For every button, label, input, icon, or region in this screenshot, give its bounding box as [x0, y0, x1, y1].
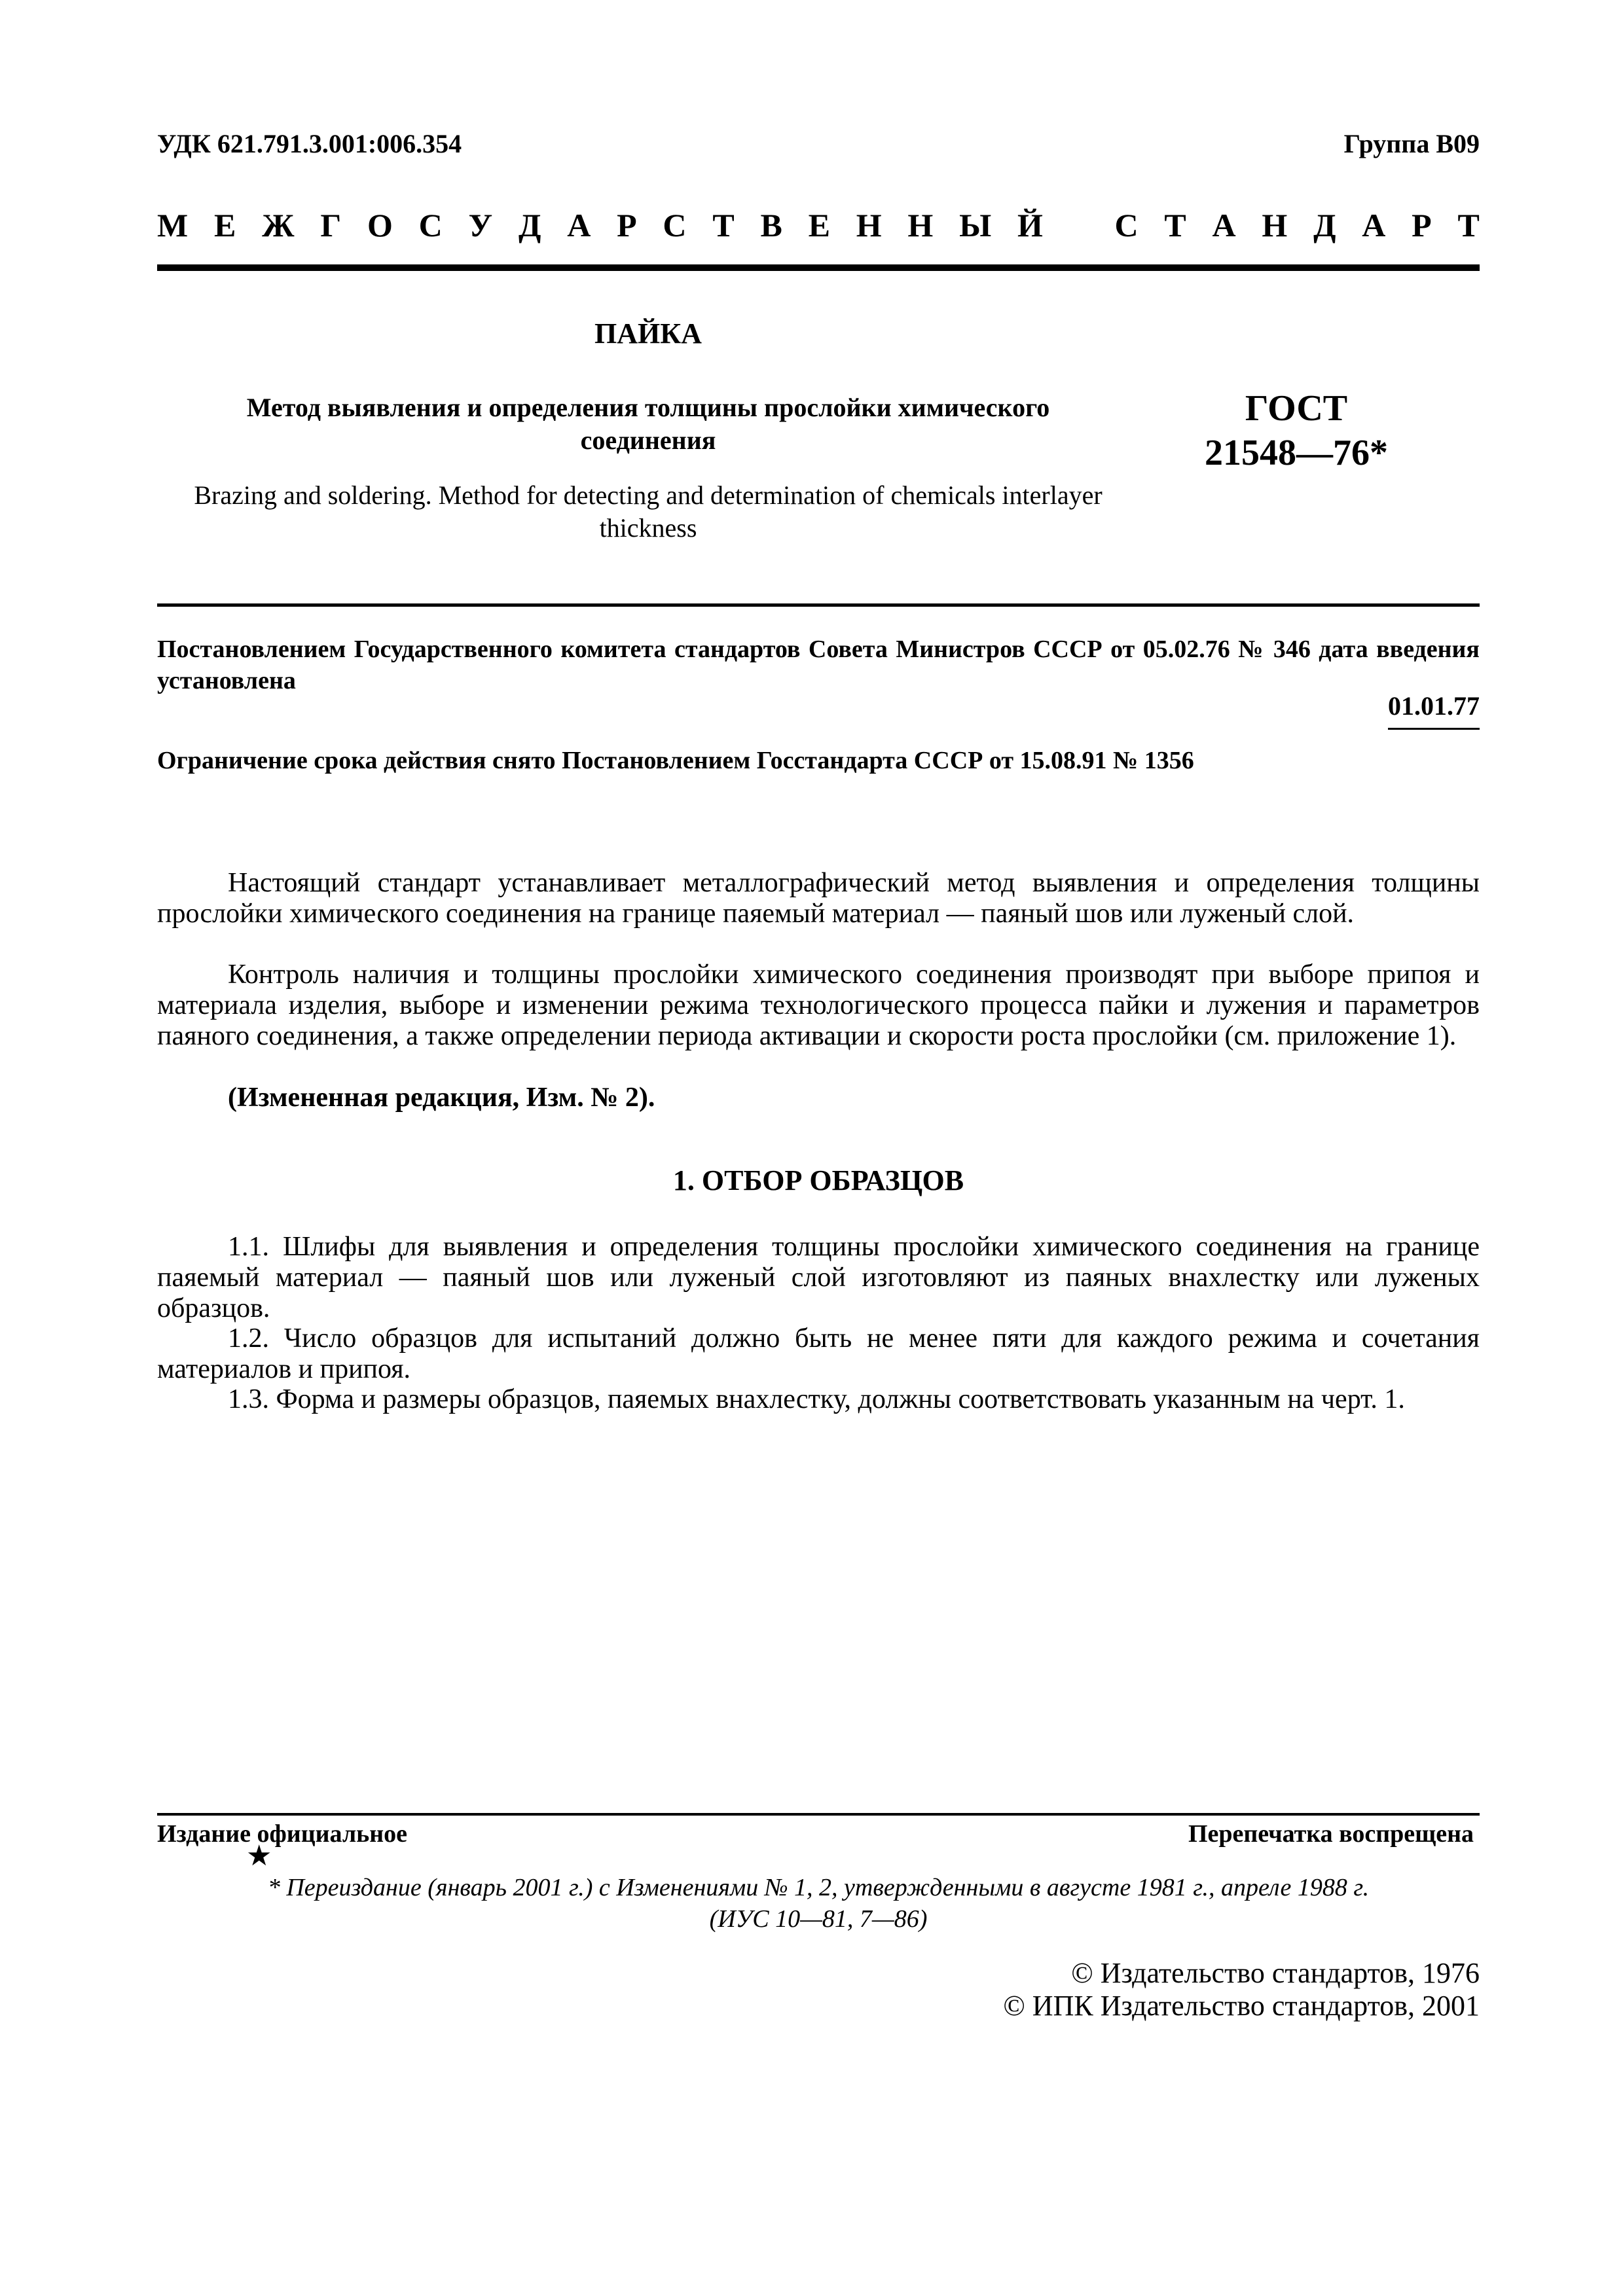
paragraph-control: Контроль наличия и толщины прослойки химического соединения производят при выборе припоя и материала изделия, выборе и изменении режима технологического процесса пайки и лужения и параметров паяного соединения, а также определении периода активации и скорости роста прослойки (см. приложение 1). — [157, 960, 1480, 1051]
copyright-line: © ИПК Издательство стандартов, 2001 — [1003, 1990, 1480, 2022]
paragraph-scope: Настоящий стандарт устанавливает металлографический метод выявления и определения толщины прослойки химического соединения на границе паяемый материал — паяный шов или луженый слой. — [157, 868, 1480, 929]
banner-letter: С — [663, 207, 687, 243]
banner-letter: Т — [1457, 207, 1480, 243]
banner-letter: Ж — [262, 207, 295, 243]
document-subtitle: Метод выявления и определения толщины прослойки химического соединения — [246, 393, 1050, 455]
banner-letter: Р — [1412, 207, 1432, 243]
banner-letter: Е — [213, 207, 236, 243]
gost-code: 21548—76* — [1205, 433, 1388, 473]
clause-1-3: 1.3. Форма и размеры образцов, паяемых внахлестку, должны соответствовать указанным на черт. 1. — [228, 1384, 1405, 1414]
reissue-note — [157, 1872, 1480, 1935]
gost-label: ГОСТ — [1245, 388, 1348, 429]
clause-1-2: 1.2. Число образцов для испытаний должно быть не менее пяти для каждого режима и сочетания материалов и припоя. — [157, 1323, 1480, 1384]
copyright-block — [1003, 1957, 1480, 2022]
banner-letter: С — [418, 207, 443, 243]
banner-letter: Й — [1017, 207, 1043, 243]
standard-banner — [157, 206, 1480, 245]
amendment-note: (Измененная редакция, Изм. № 2). — [228, 1083, 655, 1113]
gost-number — [1139, 386, 1453, 475]
banner-letter: Н — [1262, 207, 1288, 243]
title-block — [157, 314, 1139, 545]
reissue-line: (ИУС 10—81, 7—86) — [709, 1905, 928, 1933]
banner-gap — [1069, 206, 1089, 245]
banner-letter: Д — [519, 207, 541, 243]
introduction-date: 01.01.77 — [1388, 691, 1480, 730]
banner-letter: Г — [320, 207, 342, 243]
banner-letter: А — [1362, 207, 1386, 243]
document-subtitle-english: Brazing and soldering. Method for detecting and determination of chemicals interlayer thickness — [194, 480, 1103, 543]
banner-letter: Д — [1313, 207, 1336, 243]
banner-letter: Е — [808, 207, 830, 243]
section-title: 1. ОТБОР ОБРАЗЦОВ — [672, 1164, 964, 1196]
banner-letter: В — [760, 207, 782, 243]
reissue-line: * Переиздание (январь 2001 г.) с Изменениями № 1, 2, утвержденными в августе 1981 г., апреле 1988 г. — [267, 1874, 1370, 1901]
banner-letter: А — [1212, 207, 1236, 243]
group-code: Группа В09 — [1343, 129, 1480, 158]
banner-letter: У — [468, 207, 493, 243]
clause-1-1: 1.1. Шлифы для выявления и определения толщины прослойки химического соединения на границе паяемый материал — паяный шов или луженый слой изготовляют из паяных внахлестку или луженых образцов. — [157, 1232, 1480, 1323]
banner-letter: О — [367, 207, 393, 243]
official-edition: Издание официальное — [157, 1820, 408, 1848]
banner-letter: С — [1114, 207, 1139, 243]
banner-letter: Т — [712, 207, 735, 243]
decree-text: Постановлением Государственного комитета стандартов Совета Министров СССР от 05.02.76 № 346 дата введения установлена — [157, 636, 1480, 694]
banner-letter: А — [567, 207, 591, 243]
banner-letter: Н — [856, 207, 882, 243]
footer-rule — [157, 1813, 1480, 1816]
banner-letter: Ы — [959, 207, 992, 243]
banner-letter: М — [157, 207, 189, 243]
document-title: ПАЙКА — [594, 317, 702, 350]
mid-rule — [157, 603, 1480, 607]
banner-letter: Т — [1164, 207, 1186, 243]
udk-code: УДК 621.791.3.001:006.354 — [157, 129, 462, 158]
star-icon: ★ — [246, 1840, 272, 1872]
copyright-line: © Издательство стандартов, 1976 — [1071, 1957, 1480, 1989]
reprint-notice: Перепечатка воспрещена — [1188, 1820, 1474, 1848]
banner-letter: Н — [907, 207, 934, 243]
top-thick-rule — [157, 264, 1480, 271]
banner-letter: Р — [617, 207, 637, 243]
restriction-text: Ограничение срока действия снято Постановлением Госстандарта СССР от 15.08.91 № 1356 — [157, 747, 1194, 774]
